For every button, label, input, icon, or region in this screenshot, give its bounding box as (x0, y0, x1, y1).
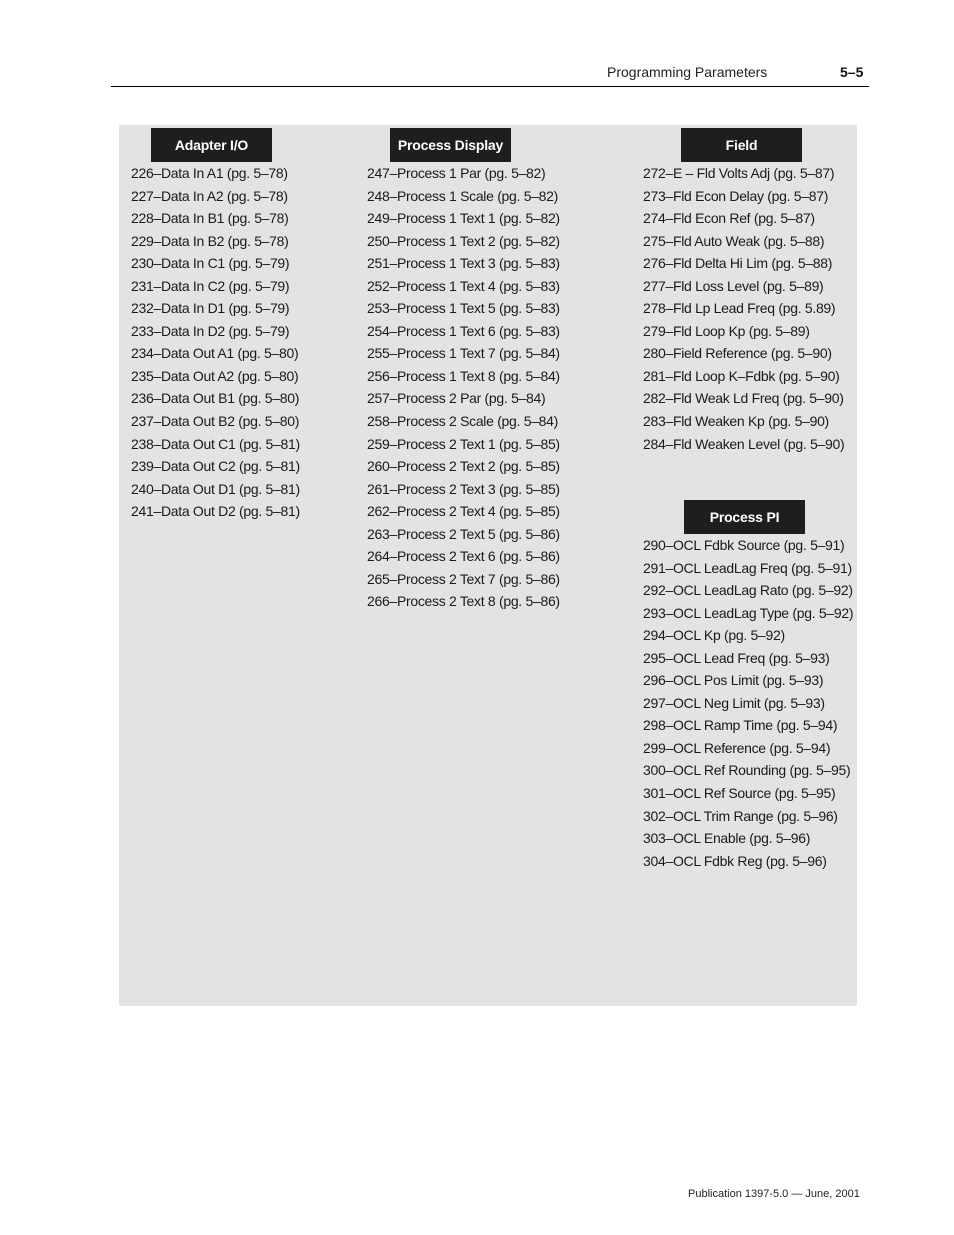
list-item: 284–Fld Weaken Level (pg. 5–90) (643, 435, 845, 452)
list-item: 263–Process 2 Text 5 (pg. 5–86) (367, 525, 560, 542)
list-item: 297–OCL Neg Limit (pg. 5–93) (643, 694, 825, 711)
list-item: 291–OCL LeadLag Freq (pg. 5–91) (643, 559, 852, 576)
list-item: 299–OCL Reference (pg. 5–94) (643, 739, 831, 756)
list-item: 262–Process 2 Text 4 (pg. 5–85) (367, 503, 560, 520)
list-item: 280–Field Reference (pg. 5–90) (643, 345, 832, 362)
list-item: 260–Process 2 Text 2 (pg. 5–85) (367, 458, 560, 475)
list-item: 252–Process 1 Text 4 (pg. 5–83) (367, 277, 560, 294)
list-item: 253–Process 1 Text 5 (pg. 5–83) (367, 300, 560, 317)
list-item: 236–Data Out B1 (pg. 5–80) (131, 390, 300, 407)
list-item: 228–Data In B1 (pg. 5–78) (131, 210, 289, 227)
process-pi-list (643, 534, 853, 872)
list-item: 258–Process 2 Scale (pg. 5–84) (367, 413, 559, 430)
list-item: 304–OCL Fdbk Reg (pg. 5–96) (643, 852, 827, 869)
field-list (643, 162, 844, 455)
list-item: 266–Process 2 Text 8 (pg. 5–86) (367, 593, 560, 610)
list-item: 282–Fld Weak Ld Freq (pg. 5–90) (643, 390, 844, 407)
list-item: 281–Fld Loop K–Fdbk (pg. 5–90) (643, 367, 840, 384)
parameter-groups-panel (119, 125, 857, 1006)
section-title: Programming Parameters (607, 64, 768, 80)
list-item: 292–OCL LeadLag Rato (pg. 5–92) (643, 582, 853, 599)
list-item: 302–OCL Trim Range (pg. 5–96) (643, 807, 838, 824)
list-item: 240–Data Out D1 (pg. 5–81) (131, 480, 300, 497)
group-tab-process-pi: Process PI (684, 500, 805, 534)
list-item: 275–Fld Auto Weak (pg. 5–88) (643, 232, 825, 249)
list-item: 303–OCL Enable (pg. 5–96) (643, 830, 811, 847)
list-item: 229–Data In B2 (pg. 5–78) (131, 232, 289, 249)
list-item: 259–Process 2 Text 1 (pg. 5–85) (367, 435, 560, 452)
list-item: 239–Data Out C2 (pg. 5–81) (131, 458, 300, 475)
list-item: 254–Process 1 Text 6 (pg. 5–83) (367, 322, 560, 339)
list-item: 295–OCL Lead Freq (pg. 5–93) (643, 649, 830, 666)
list-item: 255–Process 1 Text 7 (pg. 5–84) (367, 345, 560, 362)
list-item: 300–OCL Ref Rounding (pg. 5–95) (643, 762, 851, 779)
list-item: 247–Process 1 Par (pg. 5–82) (367, 165, 546, 181)
group-tab-field: Field (681, 128, 802, 162)
list-item: 227–Data In A2 (pg. 5–78) (131, 187, 288, 204)
list-item: 233–Data In D2 (pg. 5–79) (131, 322, 290, 339)
list-item: 274–Fld Econ Ref (pg. 5–87) (643, 210, 815, 227)
list-item: 237–Data Out B2 (pg. 5–80) (131, 413, 300, 430)
page-number: 5–5 (840, 64, 864, 80)
group-tab-process-display: Process Display (390, 128, 511, 162)
list-item: 294–OCL Kp (pg. 5–92) (643, 627, 785, 644)
adapter-io-list (131, 162, 300, 523)
list-item: 296–OCL Pos Limit (pg. 5–93) (643, 672, 824, 689)
list-item: 251–Process 1 Text 3 (pg. 5–83) (367, 255, 560, 272)
list-item: 276–Fld Delta Hi Lim (pg. 5–88) (643, 255, 833, 272)
list-item: 278–Fld Lp Lead Freq (pg. 5.89) (643, 300, 836, 317)
publication-footer: Publication 1397-5.0 — June, 2001 (688, 1188, 860, 1200)
list-item: 290–OCL Fdbk Source (pg. 5–91) (643, 537, 845, 553)
list-item: 230–Data In C1 (pg. 5–79) (131, 255, 290, 272)
list-item: 264–Process 2 Text 6 (pg. 5–86) (367, 548, 560, 565)
list-item: 241–Data Out D2 (pg. 5–81) (131, 503, 300, 520)
header-divider (111, 86, 869, 87)
list-item: 272–E – Fld Volts Adj (pg. 5–87) (643, 165, 835, 181)
list-item: 250–Process 1 Text 2 (pg. 5–82) (367, 232, 560, 249)
list-item: 277–Fld Loss Level (pg. 5–89) (643, 277, 824, 294)
list-item: 298–OCL Ramp Time (pg. 5–94) (643, 717, 838, 734)
list-item: 249–Process 1 Text 1 (pg. 5–82) (367, 210, 560, 227)
list-item: 273–Fld Econ Delay (pg. 5–87) (643, 187, 829, 204)
list-item: 232–Data In D1 (pg. 5–79) (131, 300, 290, 317)
list-item: 234–Data Out A1 (pg. 5–80) (131, 345, 299, 362)
list-item: 293–OCL LeadLag Type (pg. 5–92) (643, 604, 854, 621)
list-item: 226–Data In A1 (pg. 5–78) (131, 165, 288, 181)
list-item: 257–Process 2 Par (pg. 5–84) (367, 390, 546, 407)
group-tab-adapter-io: Adapter I/O (151, 128, 272, 162)
list-item: 261–Process 2 Text 3 (pg. 5–85) (367, 480, 560, 497)
list-item: 248–Process 1 Scale (pg. 5–82) (367, 187, 559, 204)
list-item: 231–Data In C2 (pg. 5–79) (131, 277, 290, 294)
list-item: 279–Fld Loop Kp (pg. 5–89) (643, 322, 810, 339)
list-item: 301–OCL Ref Source (pg. 5–95) (643, 785, 836, 802)
list-item: 235–Data Out A2 (pg. 5–80) (131, 367, 299, 384)
list-item: 265–Process 2 Text 7 (pg. 5–86) (367, 570, 560, 587)
list-item: 283–Fld Weaken Kp (pg. 5–90) (643, 413, 829, 430)
list-item: 256–Process 1 Text 8 (pg. 5–84) (367, 367, 560, 384)
list-item: 238–Data Out C1 (pg. 5–81) (131, 435, 300, 452)
process-display-list (367, 162, 560, 613)
